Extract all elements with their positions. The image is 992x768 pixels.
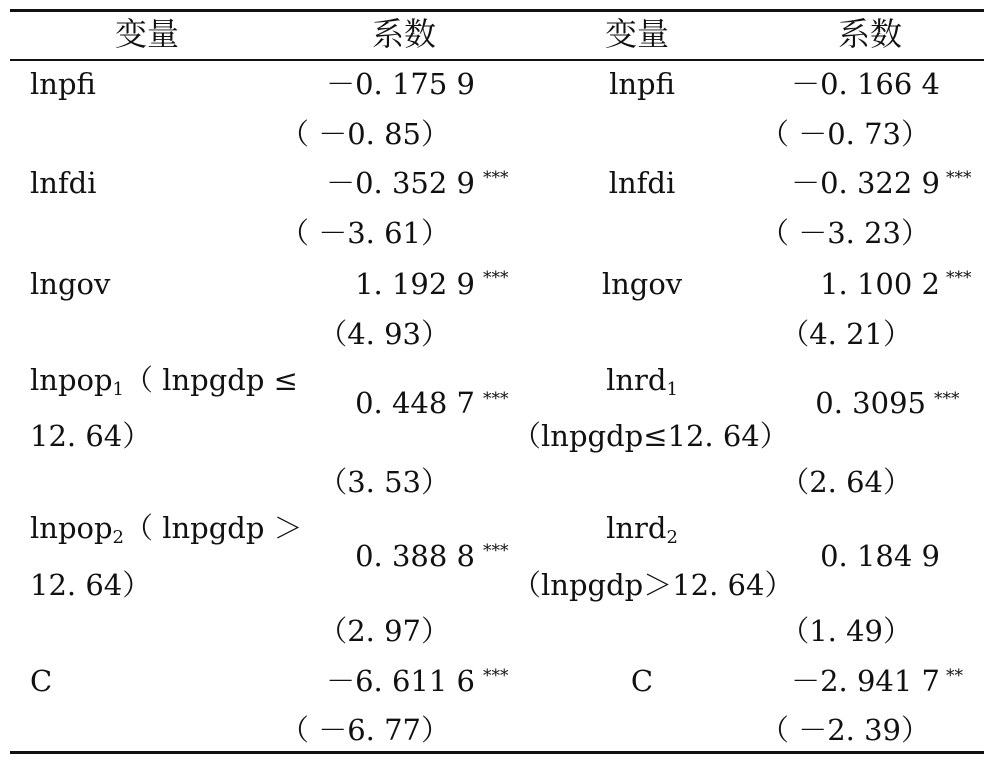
header-coefficient-1: 系数 <box>372 15 437 53</box>
row-1-coefficient-1: －0. 352 9 <box>326 166 475 200</box>
row-2-variable-1: lngov <box>30 267 111 301</box>
row-5-significance-1: *** <box>483 666 509 686</box>
row-0-coefficient-1: －0. 175 9 <box>326 67 475 101</box>
row-5-tstat-1: （ －6. 77） <box>279 713 450 747</box>
row-5-coefficient-2: －2. 941 7 <box>791 664 940 698</box>
row-4-variable-1-threshold: 12. 64） <box>30 568 152 602</box>
row-4-coefficient-1: 0. 388 8 <box>355 539 475 573</box>
row-1-significance-1: *** <box>483 168 509 188</box>
header-variable-2: 变量 <box>605 15 670 53</box>
row-3-variable-1-name: lnpop <box>30 363 113 397</box>
row-1-variable-1: lnfdi <box>30 166 97 200</box>
top-rule <box>10 9 984 12</box>
row-3-significance-2: *** <box>934 389 960 409</box>
row-2-tstat-2: （4. 21） <box>780 317 912 351</box>
row-3-variable-1-threshold: 12. 64） <box>30 419 152 453</box>
row-3-tstat-1: （3. 53） <box>318 465 450 499</box>
row-3-variable-1-subscript: 1 <box>112 379 124 400</box>
row-3-coefficient-1: 0. 448 7 <box>355 386 475 420</box>
row-2-coefficient-2: 1. 100 2 <box>820 267 940 301</box>
row-4-tstat-2: （1. 49） <box>780 614 912 648</box>
row-2-coefficient-1: 1. 192 9 <box>355 267 475 301</box>
row-2-variable-2: lngov <box>601 267 683 301</box>
row-3-variable-2-subscript: 1 <box>666 379 678 400</box>
row-3-variable-2-condition: （lnpgdp≤12. 64） <box>512 419 789 453</box>
row-0-tstat-1: （ －0. 85） <box>279 117 450 151</box>
row-5-variable-2: C <box>630 664 654 698</box>
row-4-variable-2-subscript: 2 <box>666 527 678 548</box>
row-1-coefficient-2: －0. 322 9 <box>791 166 940 200</box>
header-variable-1: 变量 <box>115 15 180 53</box>
row-4-variable-2-name: lnrd <box>606 511 667 545</box>
bottom-rule <box>10 751 984 754</box>
row-1-tstat-2: （ －3. 23） <box>760 216 931 250</box>
row-0-coefficient-2: －0. 166 4 <box>791 67 940 101</box>
header-rule <box>10 59 984 61</box>
row-1-tstat-1: （ －3. 61） <box>279 216 450 250</box>
row-0-tstat-2: （ －0. 73） <box>760 117 931 151</box>
row-5-significance-2: ** <box>946 666 963 686</box>
row-2-significance-2: *** <box>946 268 972 288</box>
row-2-tstat-1: （4. 93） <box>318 317 450 351</box>
row-3-tstat-2: （2. 64） <box>780 465 912 499</box>
row-3-variable-2 <box>512 362 772 408</box>
row-5-variable-1: C <box>30 664 53 698</box>
row-4-variable-1-name: lnpop <box>30 511 113 545</box>
row-3-variable-1-condition: （ lnpgdp ≤ <box>124 363 298 397</box>
row-1-significance-2: *** <box>946 168 972 188</box>
row-4-variable-2 <box>512 510 772 556</box>
row-2-significance-1: *** <box>483 268 509 288</box>
row-4-tstat-1: （2. 97） <box>318 614 450 648</box>
row-0-variable-2: lnpfi <box>609 67 675 101</box>
row-1-variable-2: lnfdi <box>608 166 676 200</box>
header-coefficient-2: 系数 <box>838 15 903 53</box>
row-5-tstat-2: （ －2. 39） <box>760 713 931 747</box>
row-3-variable-2-name: lnrd <box>606 363 667 397</box>
row-4-variable-1-subscript: 2 <box>112 527 124 548</box>
row-4-significance-1: *** <box>483 541 509 561</box>
row-4-variable-1-condition: （ lnpgdp ＞ <box>124 511 303 545</box>
row-3-significance-1: *** <box>483 389 509 409</box>
row-4-variable-2-condition: （lnpgdp＞12. 64） <box>512 568 794 602</box>
row-3-coefficient-2: 0. 3095 <box>815 386 926 420</box>
row-0-variable-1: lnpfi <box>30 67 96 101</box>
row-5-coefficient-1: －6. 611 6 <box>326 664 475 698</box>
row-4-coefficient-2: 0. 184 9 <box>820 539 940 573</box>
